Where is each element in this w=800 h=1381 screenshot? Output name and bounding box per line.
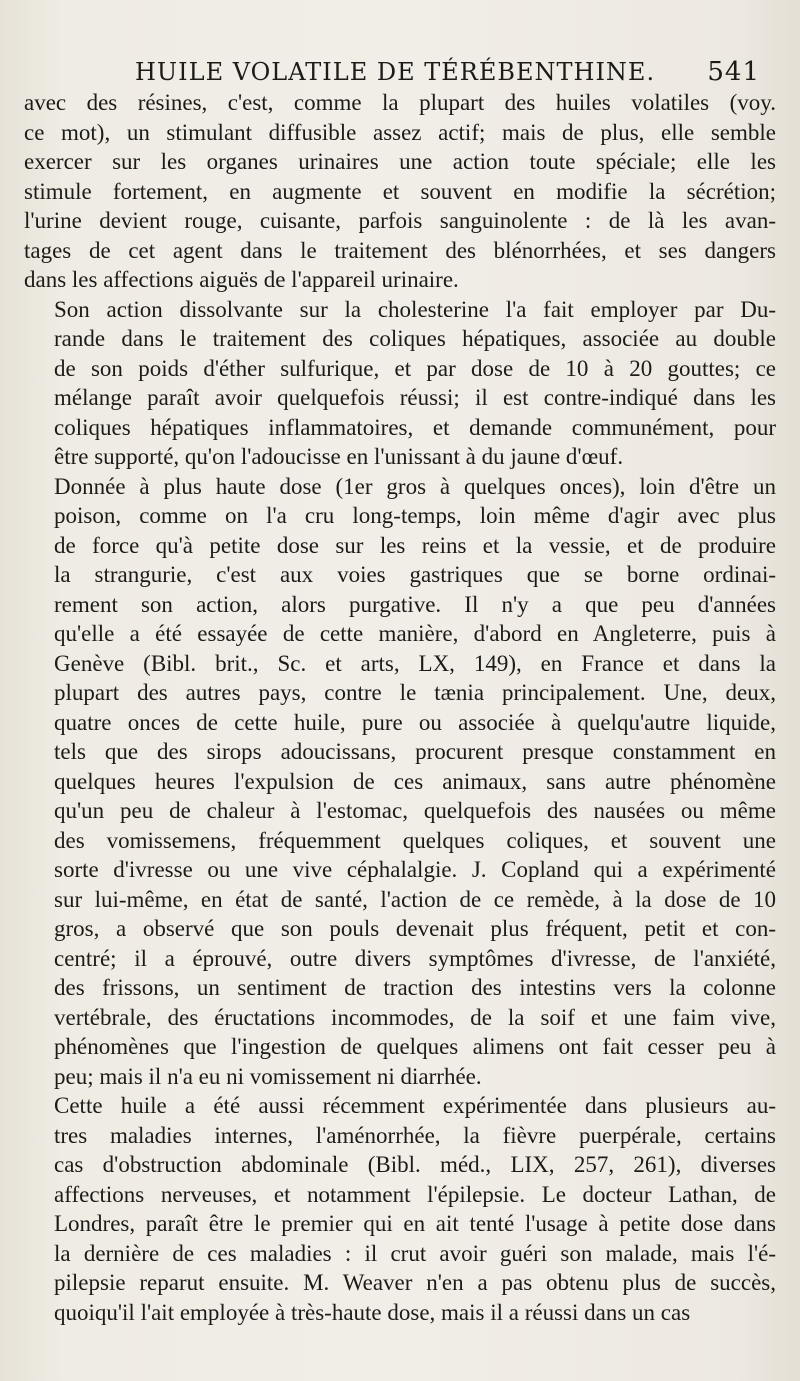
text-line: des frissons, un sentiment de traction des intestins vers la colonne — [54, 975, 776, 1000]
running-title: HUILE VOLATILE DE TÉRÉBENTHINE. — [135, 58, 656, 86]
paragraph — [24, 295, 776, 472]
text-line: rande dans le traitement des coliques hépatiques, associée au double — [54, 326, 776, 351]
text-line: phénomènes que l'ingestion de quelques alimens ont fait cesser peu à — [54, 1034, 776, 1059]
paragraph — [24, 88, 776, 295]
text-line: vertébrale, des éructations incommodes, de la soif et une faim vive, — [54, 1004, 776, 1030]
text-line: sur lui-même, en état de santé, l'action de ce remède, à la dose de 10 — [54, 886, 776, 912]
text-line: cas d'obstruction abdominale (Bibl. méd., LIX, 257, 261), diverses — [54, 1152, 776, 1177]
text-line: qu'un peu de chaleur à l'estomac, quelquefois des nausées ou même — [54, 798, 776, 823]
text-line: quoiqu'il l'ait employée à très-haute dose, mais il a réussi dans un cas — [54, 1299, 691, 1325]
text-line: Donnée à plus haute dose (1er gros à quelques onces), loin d'être un — [54, 473, 776, 499]
text-line: la dernière de ces maladies : il crut avoir guéri son malade, mais l'é- — [54, 1240, 776, 1266]
text-line: l'urine devient rouge, cuisante, parfois sanguinolente : de là les avan- — [24, 208, 776, 233]
paragraph — [24, 1091, 776, 1327]
text-line: tels que des sirops adoucissans, procurent presque constamment en — [54, 739, 776, 764]
text-line: tages de cet agent dans le traitement des blénorrhées, et ses dangers — [24, 237, 776, 263]
text-line: dans les affections aiguës de l'appareil urinaire. — [24, 267, 459, 292]
body-text — [24, 88, 776, 1327]
text-line: avec des résines, c'est, comme la plupart des huiles volatiles (voy. — [24, 90, 776, 115]
text-line: gros, a observé que son pouls devenait plus fréquent, petit et con- — [54, 916, 776, 941]
text-line: centré; il a éprouvé, outre divers symptômes d'ivresse, de l'anxiété, — [54, 945, 776, 971]
text-line: ce mot), un stimulant diffusible assez actif; mais de plus, elle semble — [24, 119, 776, 145]
text-line: rement son action, alors purgative. Il n'y a que peu d'années — [54, 591, 776, 617]
text-line: la strangurie, c'est aux voies gastriques que se borne ordinai- — [54, 562, 776, 587]
text-line: stimule fortement, en augmente et souvent en modifie la sécrétion; — [24, 178, 776, 204]
text-line: poison, comme on l'a cru long-temps, loin même d'agir avec plus — [54, 503, 776, 528]
text-line: être supporté, qu'on l'adoucisse en l'unissant à du jaune d'œuf. — [54, 444, 624, 469]
text-line: mélange paraît avoir quelquefois réussi; il est contre-indiqué dans les — [54, 385, 776, 410]
text-line: Son action dissolvante sur la cholesterine l'a fait employer par Du- — [54, 296, 776, 322]
text-line: Londres, paraît être le premier qui en ait tenté l'usage à petite dose dans — [54, 1211, 776, 1236]
text-line: sorte d'ivresse ou une vive céphalalgie. J. Copland qui a expérimenté — [54, 857, 776, 882]
text-line: des vomissemens, fréquemment quelques coliques, et souvent une — [54, 827, 776, 853]
paragraph — [24, 472, 776, 1092]
text-line: Genève (Bibl. brit., Sc. et arts, LX, 149), en France et dans la — [54, 650, 776, 676]
text-line: de force qu'à petite dose sur les reins et la vessie, et de produire — [54, 532, 776, 558]
text-line: peu; mais il n'a eu ni vomissement ni diarrhée. — [54, 1063, 482, 1089]
text-line: exercer sur les organes urinaires une action toute spéciale; elle les — [24, 149, 776, 174]
text-line: pilepsie reparut ensuite. M. Weaver n'en a pas obtenu plus de succès, — [54, 1270, 776, 1295]
page-number: 541 — [707, 57, 760, 87]
text-line: quelques heures l'expulsion de ces animaux, sans autre phénomène — [54, 768, 776, 794]
text-line: plupart des autres pays, contre le tænia principalement. Une, deux, — [54, 680, 776, 705]
text-line: Cette huile a été aussi récemment expérimentée dans plusieurs au- — [54, 1093, 776, 1118]
text-line: de son poids d'éther sulfurique, et par dose de 10 à 20 gouttes; ce — [54, 355, 776, 381]
text-line: qu'elle a été essayée de cette manière, d'abord en Angleterre, puis à — [54, 621, 776, 646]
text-line: tres maladies internes, l'aménorrhée, la fièvre puerpérale, certains — [54, 1122, 776, 1148]
text-line: quatre onces de cette huile, pure ou associée à quelqu'autre liquide, — [54, 709, 776, 735]
text-line: affections nerveuses, et notamment l'épilepsie. Le docteur Lathan, de — [54, 1181, 776, 1207]
running-head — [135, 58, 760, 86]
text-line: coliques hépatiques inflammatoires, et demande communément, pour — [54, 414, 776, 440]
